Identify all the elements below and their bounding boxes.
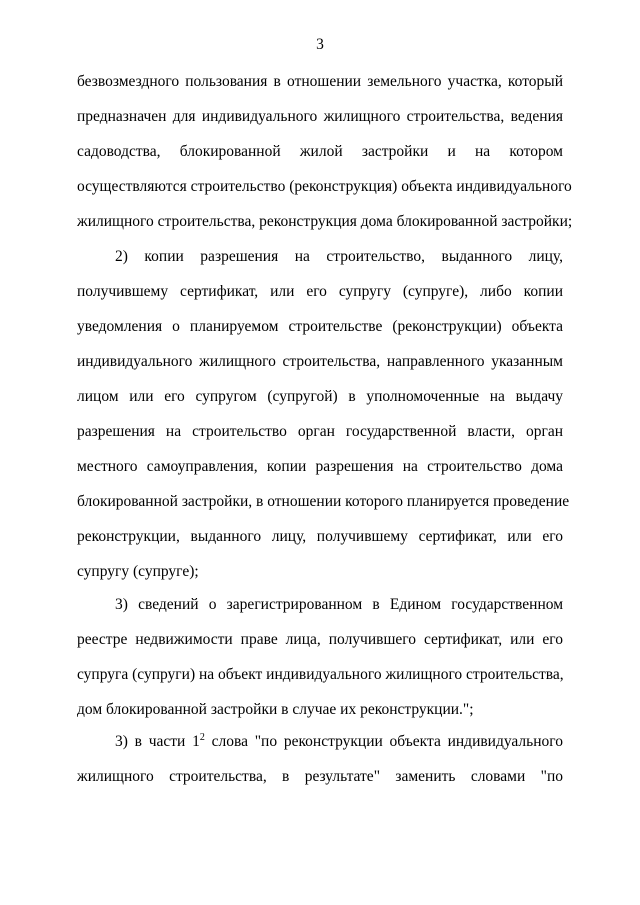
paragraph-3-last-line: дом блокированной застройки в случае их реконструкции."; [77, 701, 474, 718]
paragraph-4-first-line [115, 733, 563, 751]
superscript: 2 [199, 732, 205, 743]
page-number: 3 [316, 36, 324, 53]
text-fragment: 3) в части 1 [115, 733, 200, 750]
text-fragment: слова "по реконструкции объекта индивидуального [204, 733, 563, 750]
text-line: жилищного строительства, реконструкция дома блокированной застройки; [77, 213, 573, 230]
text-line: жилищного строительства, в результате" заменить словами "по [77, 768, 563, 785]
text-line: безвозмездного пользования в отношении земельного участка, который [77, 73, 563, 90]
text-line: лицом или его супругом (супругой) в уполномоченные на выдачу [77, 388, 563, 405]
paragraph-2-first-line: 2) копии разрешения на строительство, выданного лицу, [115, 248, 563, 265]
text-line: разрешения на строительство орган государственной власти, орган [77, 423, 563, 440]
text-line: индивидуального жилищного строительства, направленного указанным [77, 353, 563, 370]
text-line: получившему сертификат, или его супругу (супруге), либо копии [77, 283, 563, 300]
text-line: уведомления о планируемом строительстве (реконструкции) объекта [77, 318, 563, 335]
text-line: супруга (супруги) на объект индивидуального жилищного строительства, [77, 666, 564, 683]
text-line: реконструкции, выданного лицу, получившему сертификат, или его [77, 528, 563, 545]
text-line: предназначен для индивидуального жилищного строительства, ведения [77, 108, 563, 125]
text-line: реестре недвижимости праве лица, получившего сертификат, или его [77, 631, 563, 648]
paragraph-2-last-line: супругу (супруге); [77, 563, 199, 580]
text-line: осуществляются строительство (реконструкция) объекта индивидуального [77, 178, 572, 195]
text-line: блокированной застройки, в отношении которого планируется проведение [77, 493, 570, 510]
text-line: садоводства, блокированной жилой застройки и на котором [77, 143, 563, 160]
text-line: местного самоуправления, копии разрешения на строительство дома [77, 458, 563, 475]
paragraph-3-first-line: 3) сведений о зарегистрированном в Едином государственном [115, 596, 563, 613]
